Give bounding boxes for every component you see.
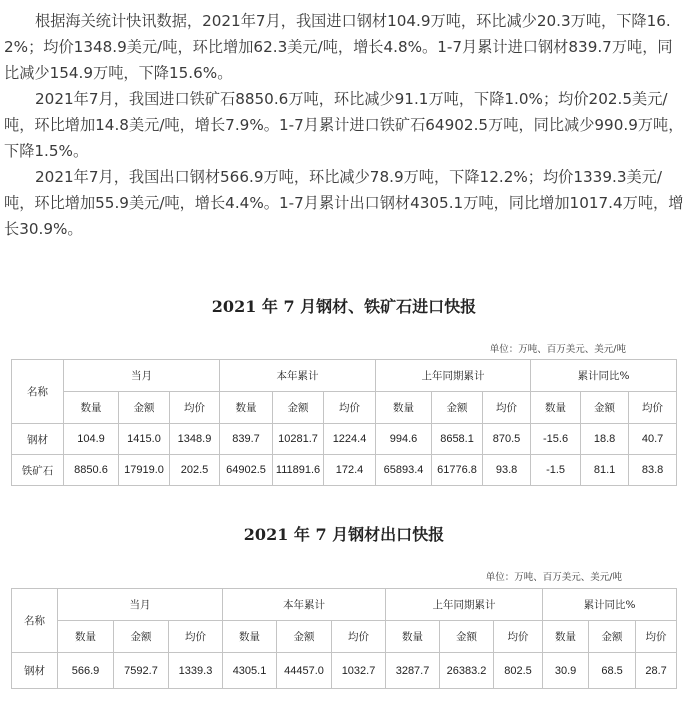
table-cell: 870.5 (483, 424, 531, 455)
group-header-current-month: 当月 (64, 360, 220, 392)
table-cell: 93.8 (483, 455, 531, 486)
group-header-yoy-pct: 累计同比% (531, 360, 677, 392)
sub-header-avg-price: 均价 (636, 621, 677, 653)
row-name-steel: 钢材 (12, 424, 64, 455)
table-cell: 28.7 (636, 653, 677, 689)
sub-header-quantity: 数量 (543, 621, 589, 653)
table-cell: 18.8 (581, 424, 629, 455)
table-cell: 8658.1 (432, 424, 483, 455)
table-cell: 1348.9 (170, 424, 220, 455)
sub-header-quantity: 数量 (223, 621, 277, 653)
table-cell: 10281.7 (273, 424, 324, 455)
table-cell: 839.7 (220, 424, 273, 455)
sub-header-avg-price: 均价 (629, 392, 677, 424)
table-cell: 40.7 (629, 424, 677, 455)
article-paragraph-2: 2021年7月，我国进口铁矿石8850.6万吨，环比减少91.1万吨，下降1.0%；均价202.5美元/吨，环比增加14.8美元/吨，增长7.9%。1-7月累计进口铁矿石64902.5万吨，同比减少990.9万吨，下降1.5%。 (4, 90, 684, 160)
table-cell: 83.8 (629, 455, 677, 486)
sub-header-quantity: 数量 (376, 392, 432, 424)
table-cell: 1032.7 (332, 653, 386, 689)
sub-header-avg-price: 均价 (483, 392, 531, 424)
table-cell: 81.1 (581, 455, 629, 486)
table-cell: 3287.7 (386, 653, 440, 689)
export-report-unit: 单位：万吨、百万美元、美元/吨 (485, 572, 622, 583)
sub-header-quantity: 数量 (58, 621, 114, 653)
table-cell: 802.5 (494, 653, 543, 689)
table-cell: 64902.5 (220, 455, 273, 486)
sub-header-quantity: 数量 (64, 392, 119, 424)
table-cell: -1.5 (531, 455, 581, 486)
table-row (12, 424, 677, 455)
sub-header-amount: 金额 (277, 621, 332, 653)
table-cell: 566.9 (58, 653, 114, 689)
row-name-iron-ore: 铁矿石 (12, 455, 64, 486)
sub-header-amount: 金额 (273, 392, 324, 424)
article-paragraph-3: 2021年7月，我国出口钢材566.9万吨，环比减少78.9万吨，下降12.2%；均价1339.3美元/吨，环比增加55.9美元/吨，增长4.4%。1-7月累计出口钢材4305.1万吨，同比增加1017.4万吨，增长30.9%。 (4, 168, 684, 238)
table-cell: 1339.3 (169, 653, 223, 689)
sub-header-amount: 金额 (581, 392, 629, 424)
import-report-table (11, 359, 677, 486)
table-cell: 8850.6 (64, 455, 119, 486)
sub-header-quantity: 数量 (531, 392, 581, 424)
sub-header-avg-price: 均价 (494, 621, 543, 653)
group-header-ytd: 本年累计 (220, 360, 376, 392)
table-cell: 104.9 (64, 424, 119, 455)
table-cell: 26383.2 (440, 653, 494, 689)
import-report-title: 2021 年 7 月钢材、铁矿石进口快报 (211, 297, 477, 316)
name-column-header: 名称 (12, 360, 64, 424)
sub-header-amount: 金额 (440, 621, 494, 653)
sub-header-amount: 金额 (119, 392, 170, 424)
sub-header-amount: 金额 (114, 621, 169, 653)
row-name-steel: 钢材 (12, 653, 58, 689)
table-cell: 202.5 (170, 455, 220, 486)
export-report-table (11, 588, 677, 689)
table-cell: 172.4 (324, 455, 376, 486)
group-header-ytd: 本年累计 (223, 589, 386, 621)
group-header-yoy-pct: 累计同比% (543, 589, 677, 621)
table-cell: 68.5 (589, 653, 636, 689)
table-cell: 1415.0 (119, 424, 170, 455)
table-cell: 994.6 (376, 424, 432, 455)
sub-header-avg-price: 均价 (169, 621, 223, 653)
table-cell: 65893.4 (376, 455, 432, 486)
table-row (12, 653, 677, 689)
article-paragraph-1: 根据海关统计快讯数据，2021年7月，我国进口钢材104.9万吨，环比减少20.3万吨，下降16.2%；均价1348.9美元/吨，环比增加62.3美元/吨，增长4.8%。1-7月累计进口钢材839.7万吨，同比减少154.9万吨，下降15.6%。 (4, 12, 673, 82)
table-cell: 7592.7 (114, 653, 169, 689)
group-header-current-month: 当月 (58, 589, 223, 621)
sub-header-avg-price: 均价 (324, 392, 376, 424)
table-cell: 1224.4 (324, 424, 376, 455)
export-report-title: 2021 年 7 月钢材出口快报 (243, 525, 445, 544)
table-cell: 17919.0 (119, 455, 170, 486)
sub-header-quantity: 数量 (220, 392, 273, 424)
table-cell: 44457.0 (277, 653, 332, 689)
table-cell: 61776.8 (432, 455, 483, 486)
sub-header-amount: 金额 (432, 392, 483, 424)
sub-header-avg-price: 均价 (332, 621, 386, 653)
import-report-unit: 单位：万吨、百万美元、美元/吨 (489, 344, 626, 355)
group-header-last-year-ytd: 上年同期累计 (386, 589, 543, 621)
table-cell: 30.9 (543, 653, 589, 689)
sub-header-amount: 金额 (589, 621, 636, 653)
table-cell: -15.6 (531, 424, 581, 455)
sub-header-quantity: 数量 (386, 621, 440, 653)
table-cell: 111891.6 (273, 455, 324, 486)
group-header-last-year-ytd: 上年同期累计 (376, 360, 531, 392)
table-cell: 4305.1 (223, 653, 277, 689)
table-row (12, 455, 677, 486)
sub-header-avg-price: 均价 (170, 392, 220, 424)
name-column-header: 名称 (12, 589, 58, 653)
